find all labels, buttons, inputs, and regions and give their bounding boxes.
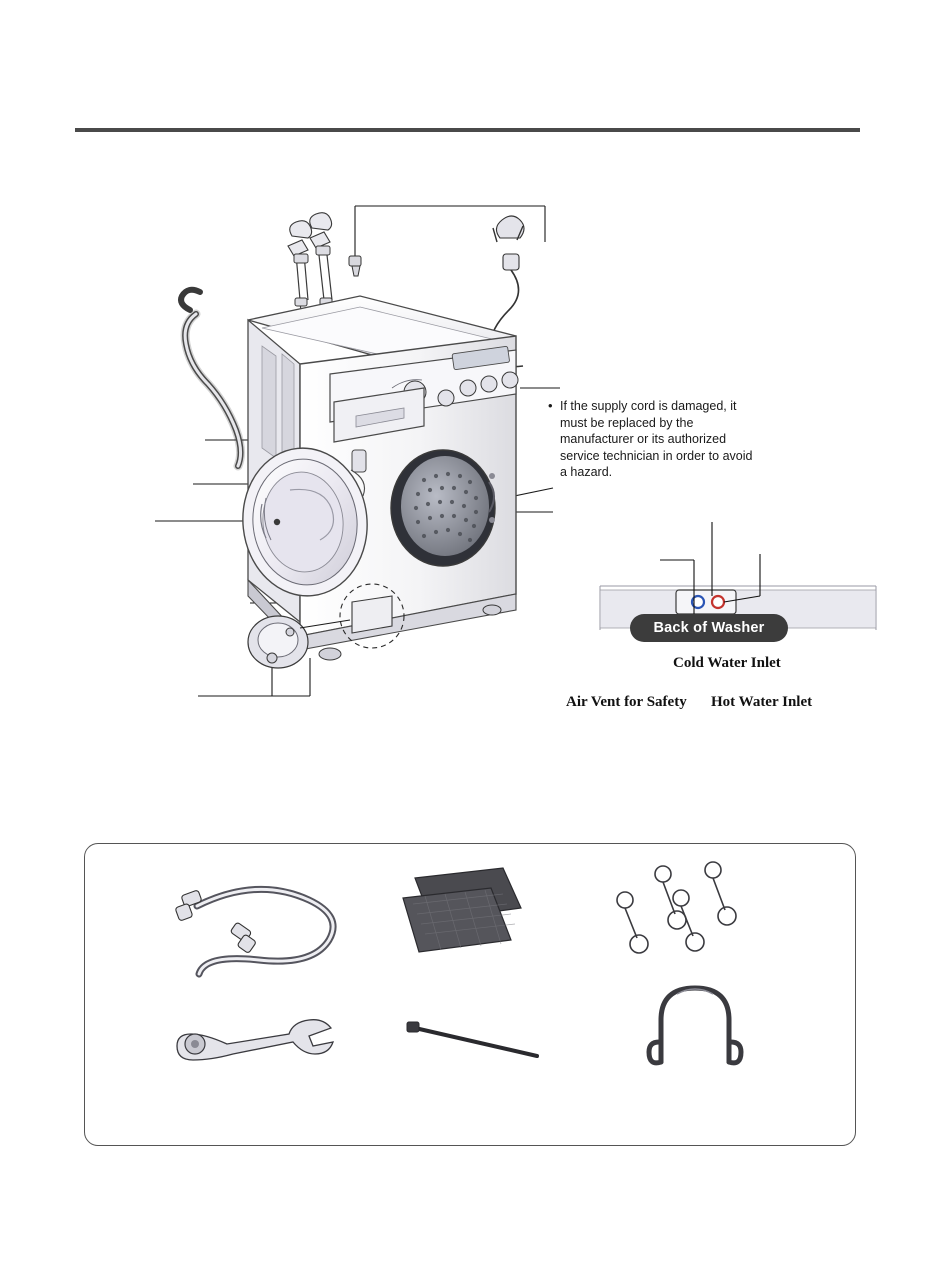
washer-body <box>236 296 518 660</box>
supply-cord-note <box>548 398 758 481</box>
accessory-tie-straps-clips <box>617 862 736 953</box>
label-air-vent-for-safety: Air Vent for Safety <box>566 694 687 710</box>
label-hot-water-inlet: Hot Water Inlet <box>711 694 813 710</box>
accessories-illustration <box>85 844 853 1143</box>
header-divider <box>75 128 860 132</box>
back-of-washer-badge: Back of Washer <box>630 614 788 642</box>
accessory-cable-tie <box>407 1022 537 1056</box>
accessory-anti-vibration-pads <box>403 868 521 952</box>
washer-illustration <box>0 150 934 770</box>
supply-cord-note-text: If the supply cord is damaged, it must be replaced by the manufacturer or its authorized service technician in order to avoid a hazard. <box>560 399 753 479</box>
accessory-hose-holder-clamp <box>649 988 741 1063</box>
accessories-box <box>84 843 856 1146</box>
accessory-water-inlet-hoses <box>175 889 333 974</box>
washer-diagram <box>0 150 934 770</box>
bullet-glyph: • <box>548 398 553 413</box>
label-cold-water-inlet: Cold Water Inlet <box>673 655 781 671</box>
accessory-spanner-wrench <box>177 1020 333 1060</box>
